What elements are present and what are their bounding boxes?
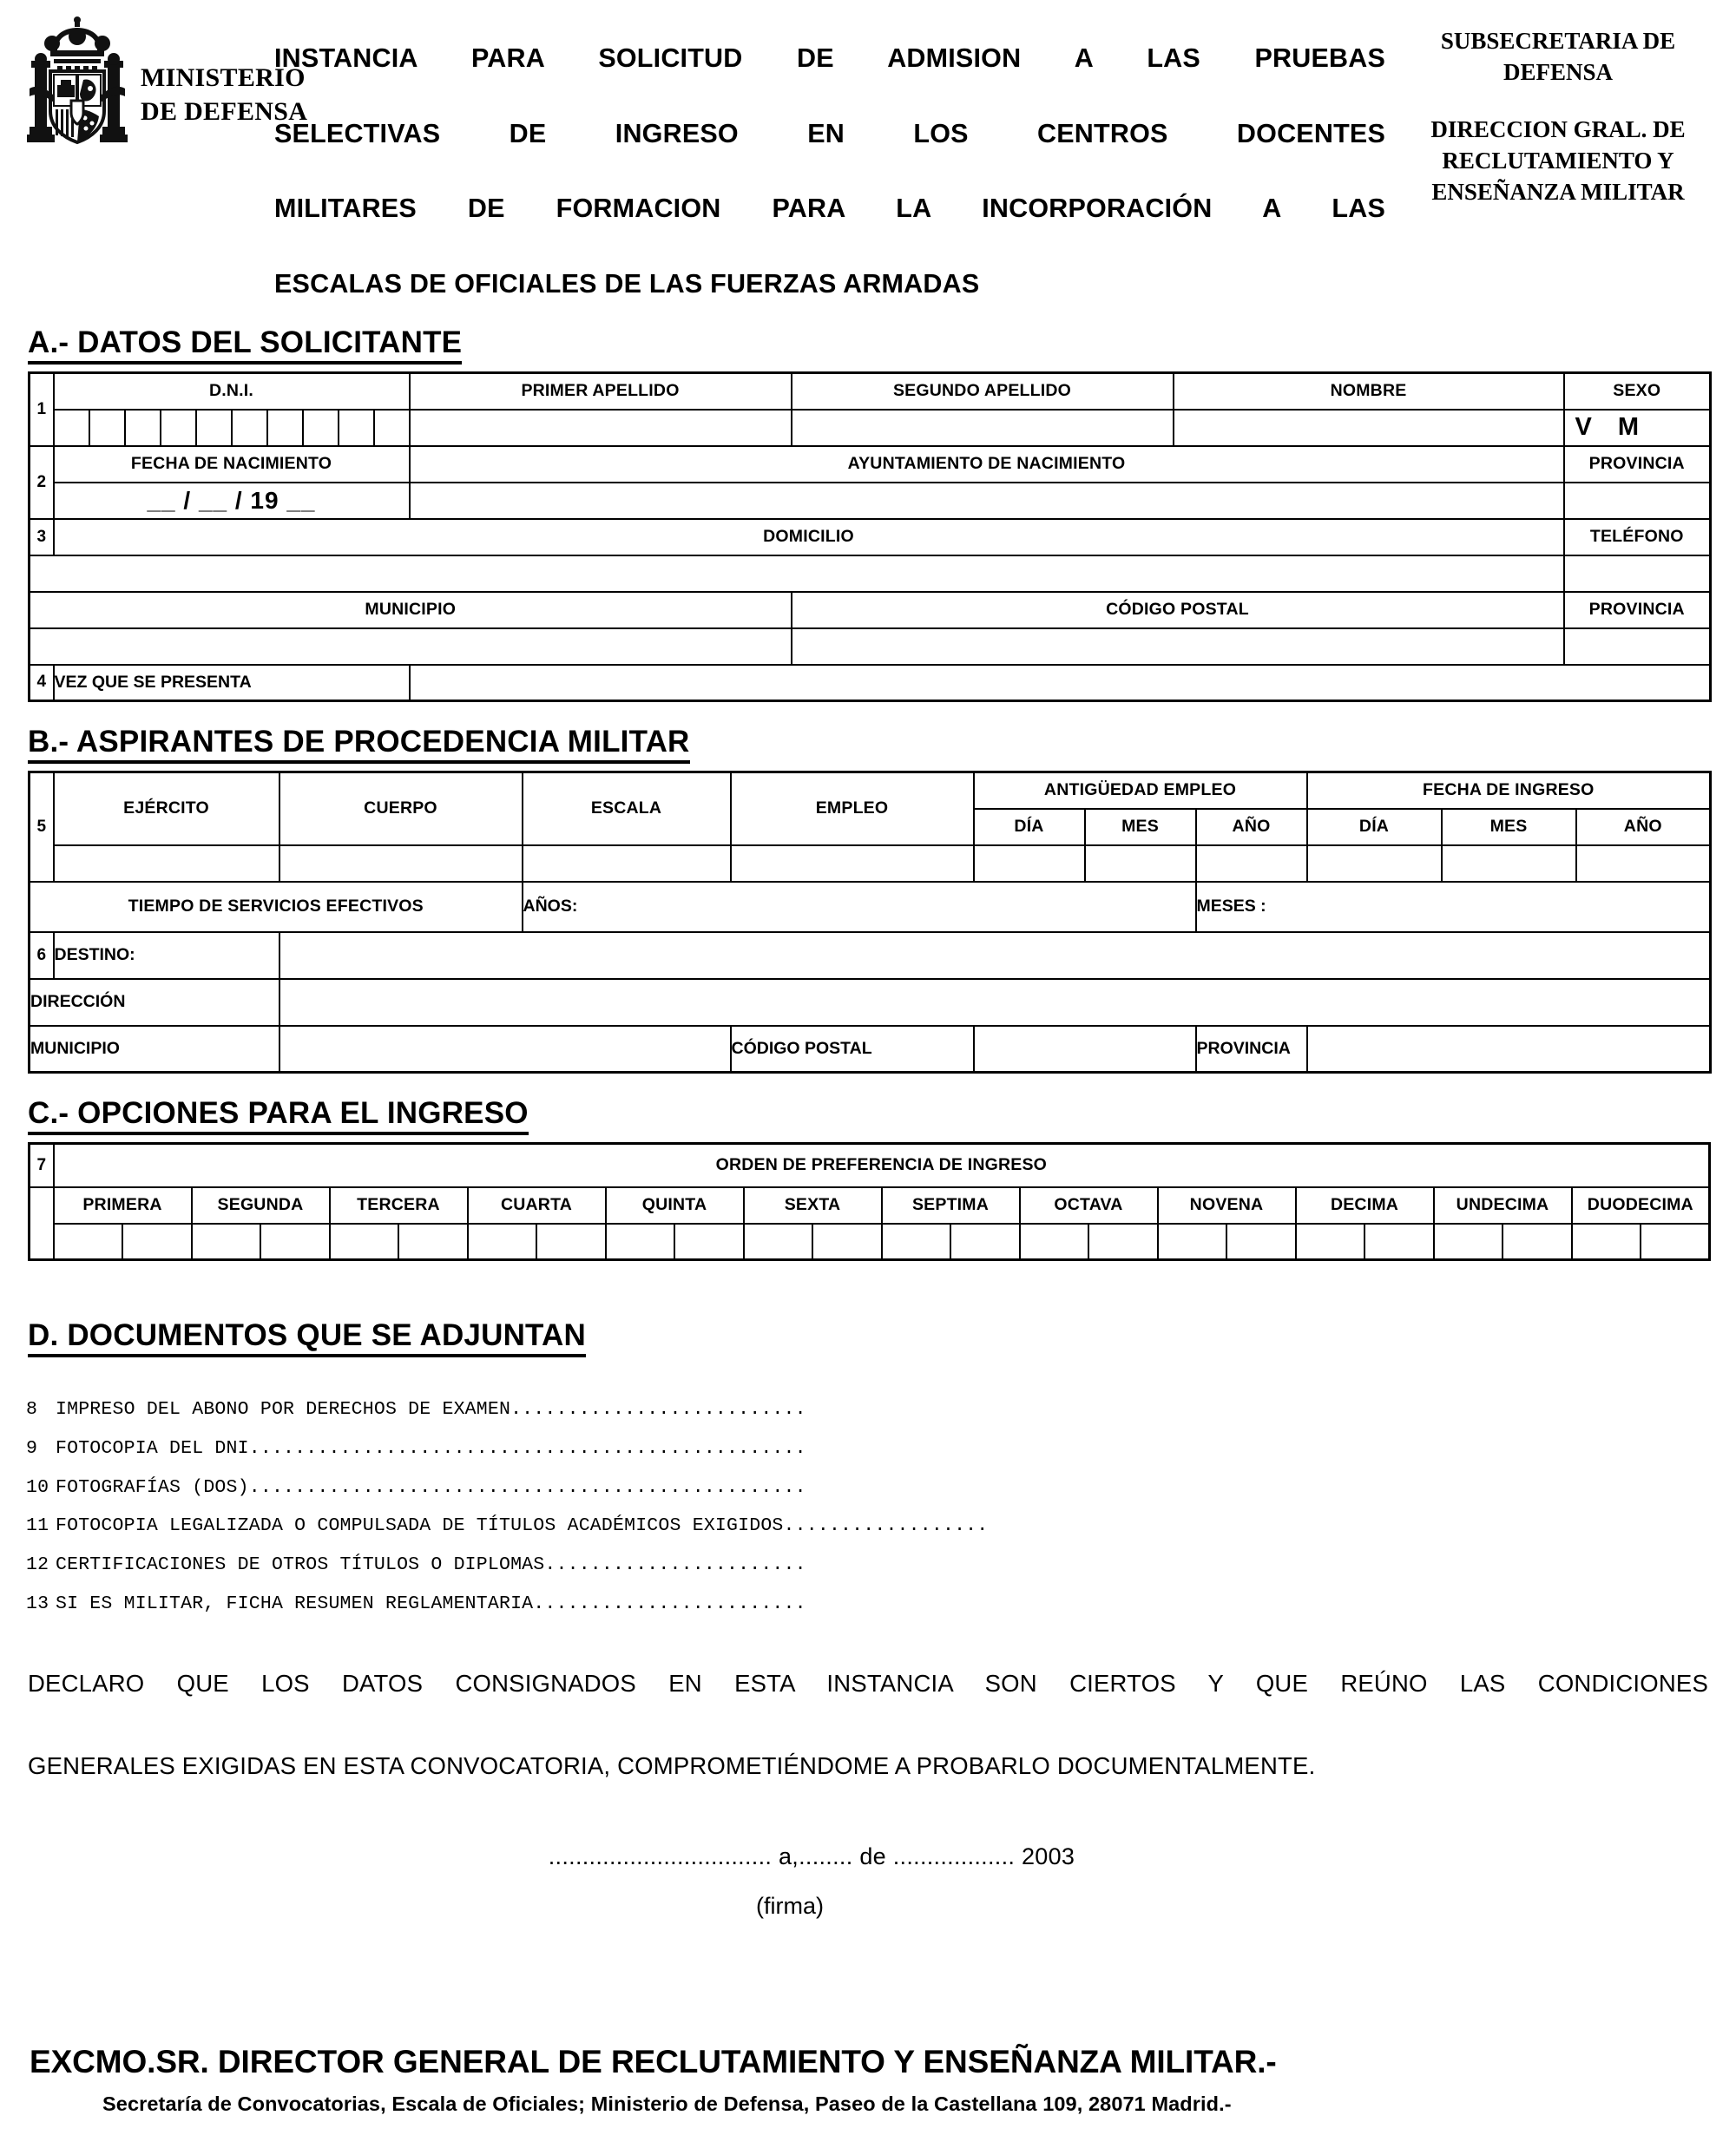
input-dni[interactable] [54,410,410,446]
label-ingreso-dia: DÍA [1307,809,1442,845]
list-item[interactable] [26,1390,1736,1429]
input-antiguedad-mes[interactable] [1085,845,1196,882]
input-municipio[interactable] [30,628,792,665]
pref-subcell[interactable] [399,1225,467,1259]
label-nombre: NOMBRE [1174,373,1564,410]
input-ingreso-mes[interactable] [1442,845,1576,882]
document-title [260,16,1406,303]
table-row [30,1224,1710,1260]
pref-subcell[interactable] [1503,1225,1571,1259]
label-vez-que-se-presenta: VEZ QUE SE PRESENTA [54,665,410,701]
authority-line-1: SUBSECRETARIA DE [1440,28,1676,54]
dni-box[interactable] [126,411,161,445]
pref-subcell[interactable] [55,1225,124,1259]
label-preferencia-septima: SEPTIMA [882,1187,1020,1224]
section-b-table [28,771,1712,1074]
label-preferencia-decima: DECIMA [1296,1187,1434,1224]
ministry-line-2: DE DEFENSA [141,97,308,126]
document-text: SI ES MILITAR, FICHA RESUMEN REGLAMENTARIA........................ [56,1593,806,1614]
input-destino[interactable] [279,932,1711,979]
pref-subcell[interactable] [813,1225,881,1259]
document-number: 11 [26,1515,49,1537]
input-provincia-nacimiento[interactable] [1564,483,1711,519]
input-direccion[interactable] [279,979,1711,1026]
label-preferencia-octava: OCTAVA [1020,1187,1158,1224]
label-fecha-nacimiento: FECHA DE NACIMIENTO [54,446,410,483]
label-fecha-ingreso: FECHA DE INGRESO [1307,772,1711,809]
label-provincia-domicilio: PROVINCIA [1564,592,1711,628]
label-codigo-postal-destino: CÓDIGO POSTAL [731,1026,974,1073]
input-vez-que-se-presenta[interactable] [410,665,1711,701]
input-preferencia-primera[interactable] [54,1224,192,1260]
pref-subcell[interactable] [1159,1225,1228,1259]
field-number: 3 [30,519,54,555]
input-telefono[interactable] [1564,555,1711,592]
input-municipio-destino[interactable] [279,1026,731,1073]
spanish-coat-of-arms-icon [26,16,128,146]
table-row [30,932,1711,979]
field-number: 6 [30,932,54,979]
input-domicilio[interactable] [30,555,1564,592]
input-primer-apellido[interactable] [410,410,792,446]
label-provincia-nacimiento: PROVINCIA [1564,446,1711,483]
field-number: 7 [30,1144,54,1187]
field-number: 2 [30,446,54,519]
input-provincia-destino[interactable] [1307,1026,1711,1073]
label-dni: D.N.I. [54,373,410,410]
field-number: 1 [30,373,54,446]
declaration-line-2: GENERALES EXIGIDAS EN ESTA CONVOCATORIA, COMPROMETIÉNDOME A PROBARLO DOCUMENTALMENTE. [28,1751,1316,1779]
label-preferencia-undecima: UNDECIMA [1434,1187,1572,1224]
pref-subcell[interactable] [1641,1225,1708,1259]
section-b-heading: B.- ASPIRANTES DE PROCEDENCIA MILITAR [28,725,690,764]
section-a [0,325,1736,702]
label-provincia-destino: PROVINCIA [1196,1026,1307,1073]
label-preferencia-cuarta: CUARTA [468,1187,606,1224]
pref-subcell[interactable] [1573,1225,1641,1259]
label-empleo: EMPLEO [731,772,974,845]
label-direccion: DIRECCIÓN [30,979,279,1026]
documents-list [26,1390,1736,1623]
label-preferencia-duodecima: DUODECIMA [1572,1187,1710,1224]
table-row [30,373,1711,410]
label-preferencia-novena: NOVENA [1158,1187,1296,1224]
label-ingreso-anio: AÑO [1576,809,1711,845]
document-text: IMPRESO DEL ABONO POR DERECHOS DE EXAMEN.......................... [56,1399,806,1421]
table-row [30,1026,1711,1073]
label-antiguedad-mes: MES [1085,809,1196,845]
list-item[interactable] [26,1546,1736,1585]
label-domicilio: DOMICILIO [54,519,1564,555]
footer-addressee: EXCMO.SR. DIRECTOR GENERAL DE RECLUTAMIENTO Y ENSEÑANZA MILITAR.- [30,2044,1277,2079]
authority-line-3: DIRECCION GRAL. DE [1430,115,1686,142]
input-servicios-meses[interactable]: MESES : [1196,882,1711,932]
document-text: FOTOCOPIA DEL DNI................................................. [56,1437,806,1459]
input-antiguedad-anio[interactable] [1196,845,1307,882]
document-number: 13 [26,1593,49,1614]
document-text: CERTIFICACIONES DE OTROS TÍTULOS O DIPLOMAS....................... [56,1554,806,1575]
input-codigo-postal[interactable] [792,628,1564,665]
section-d-heading: D. DOCUMENTOS QUE SE ADJUNTAN [28,1318,586,1357]
label-preferencia-tercera: TERCERA [330,1187,468,1224]
input-preferencia-septima[interactable] [882,1224,1020,1260]
input-preferencia-cuarta[interactable] [468,1224,606,1260]
pref-subcell[interactable] [745,1225,814,1259]
title-line-2: SELECTIVAS DE INGRESO EN LOS CENTROS DOCENTES [274,118,1385,148]
pref-subcell[interactable] [1365,1225,1433,1259]
document-header [0,0,1736,303]
input-preferencia-sexta[interactable] [744,1224,882,1260]
document-text: FOTOCOPIA LEGALIZADA O COMPULSADA DE TÍTULOS ACADÉMICOS EXIGIDOS.................. [56,1515,989,1537]
place-and-date-line[interactable]: ................................. a,........ de .................. 2003 [548,1843,1075,1870]
label-telefono: TELÉFONO [1564,519,1711,555]
input-fecha-nacimiento[interactable]: __ / __ / 19 __ [54,483,410,519]
declaration-text [28,1663,1708,1786]
ministry-line-1: MINISTERIO [141,63,306,92]
pref-subcell[interactable] [261,1225,329,1259]
document-footer [0,2044,1736,2116]
dni-box[interactable] [90,411,126,445]
footer-address: Secretaría de Convocatorias, Escala de Oficiales; Ministerio de Defensa, Paseo de la Castellana 109, 28071 Madrid.- [102,2092,1232,2115]
pref-subcell[interactable] [331,1225,400,1259]
label-ingreso-mes: MES [1442,809,1576,845]
pref-subcell[interactable] [951,1225,1019,1259]
label-sexo: SEXO [1564,373,1711,410]
section-d [0,1318,1736,1623]
input-servicios-anios[interactable]: AÑOS: [523,882,1196,932]
document-number: 9 [26,1437,38,1459]
signature-label: (firma) [756,1893,824,1920]
label-segundo-apellido: SEGUNDO APELLIDO [792,373,1174,410]
dni-box[interactable] [233,411,268,445]
dni-box[interactable] [197,411,233,445]
input-ayuntamiento-nacimiento[interactable] [410,483,1564,519]
table-row [30,845,1711,882]
dni-box[interactable] [161,411,197,445]
input-cuerpo[interactable] [279,845,523,882]
input-provincia-domicilio[interactable] [1564,628,1711,665]
input-antiguedad-dia[interactable] [974,845,1085,882]
pref-subcell[interactable] [1089,1225,1157,1259]
input-preferencia-decima[interactable] [1296,1224,1434,1260]
input-preferencia-quinta[interactable] [606,1224,744,1260]
section-c [0,1096,1736,1261]
label-antiguedad-anio: AÑO [1196,809,1307,845]
label-cuerpo: CUERPO [279,772,523,845]
issuing-authority [1406,16,1710,208]
input-codigo-postal-destino[interactable] [974,1026,1196,1073]
input-nombre[interactable] [1174,410,1564,446]
document-number: 10 [26,1476,49,1498]
dni-box[interactable] [55,411,90,445]
dni-box[interactable] [304,411,339,445]
list-item[interactable] [26,1507,1736,1546]
label-orden-preferencia: ORDEN DE PREFERENCIA DE INGRESO [54,1144,1710,1187]
input-preferencia-octava[interactable] [1020,1224,1158,1260]
label-tiempo-servicios-efectivos: TIEMPO DE SERVICIOS EFECTIVOS [30,882,523,932]
pref-subcell[interactable] [1227,1225,1295,1259]
label-ejercito: EJÉRCITO [54,772,279,845]
section-a-heading: A.- DATOS DEL SOLICITANTE [28,325,462,365]
table-row [30,1144,1710,1187]
input-empleo[interactable] [731,845,974,882]
pref-subcell[interactable] [675,1225,743,1259]
input-ingreso-dia[interactable] [1307,845,1442,882]
input-preferencia-novena[interactable] [1158,1224,1296,1260]
table-row [30,519,1711,555]
authority-line-5: ENSEÑANZA MILITAR [1431,178,1685,205]
input-preferencia-tercera[interactable] [330,1224,468,1260]
pref-subcell[interactable] [883,1225,952,1259]
pref-subcell[interactable] [123,1225,191,1259]
table-row [30,410,1711,446]
dni-box[interactable] [339,411,375,445]
input-sexo[interactable] [1564,410,1711,446]
label-ayuntamiento-nacimiento: AYUNTAMIENTO DE NACIMIENTO [410,446,1564,483]
table-row [30,1187,1710,1224]
table-row [30,483,1711,519]
section-b [0,725,1736,1074]
pref-subcell[interactable] [193,1225,262,1259]
table-row [30,772,1711,809]
label-preferencia-segunda: SEGUNDA [192,1187,330,1224]
input-ingreso-anio[interactable] [1576,845,1711,882]
pref-subcell[interactable] [1021,1225,1090,1259]
table-row [30,665,1711,701]
field-number: 5 [30,772,54,882]
label-codigo-postal: CÓDIGO POSTAL [792,592,1564,628]
title-line-3: MILITARES DE FORMACION PARA LA INCORPORACIÓN A LAS [274,194,1385,224]
section-a-table [28,371,1712,702]
field-number: 4 [30,665,54,701]
input-preferencia-segunda[interactable] [192,1224,330,1260]
title-line-4: ESCALAS DE OFICIALES DE LAS FUERZAS ARMADAS [274,268,980,299]
pref-subcell[interactable] [537,1225,605,1259]
authority-line-4: RECLUTAMIENTO Y [1442,147,1674,174]
table-row [30,882,1711,932]
list-item[interactable] [26,1468,1736,1508]
table-row [30,446,1711,483]
input-segundo-apellido[interactable] [792,410,1174,446]
table-row [30,628,1711,665]
list-item[interactable] [26,1585,1736,1624]
label-destino: DESTINO: [54,932,279,979]
table-row [30,979,1711,1026]
document-text: FOTOGRAFÍAS (DOS)................................................. [56,1476,806,1498]
label-primer-apellido: PRIMER APELLIDO [410,373,792,410]
document-number: 8 [26,1399,38,1421]
input-preferencia-undecima[interactable] [1434,1224,1572,1260]
title-line-1: INSTANCIA PARA SOLICITUD DE ADMISION A LAS PRUEBAS [274,43,1385,73]
input-escala[interactable] [523,845,731,882]
list-item[interactable] [26,1429,1736,1468]
section-c-heading: C.- OPCIONES PARA EL INGRESO [28,1096,529,1135]
label-preferencia-quinta: QUINTA [606,1187,744,1224]
input-preferencia-duodecima[interactable] [1572,1224,1710,1260]
label-municipio: MUNICIPIO [30,592,792,628]
pref-subcell[interactable] [1297,1225,1366,1259]
pref-subcell[interactable] [607,1225,676,1259]
dni-character-boxes[interactable] [55,411,409,445]
declaration-line-1: DECLARO QUE LOS DATOS CONSIGNADOS EN ESTA INSTANCIA SON CIERTOS Y QUE REÚNO LAS CONDICIONES [28,1670,1708,1698]
pref-subcell[interactable] [469,1225,538,1259]
pref-subcell[interactable] [1435,1225,1504,1259]
label-antiguedad-dia: DÍA [974,809,1085,845]
section-c-table [28,1142,1711,1261]
label-municipio-destino: MUNICIPIO [30,1026,279,1073]
ministry-branding [26,16,308,146]
input-ejercito[interactable] [54,845,279,882]
table-row [30,555,1711,592]
table-row [30,592,1711,628]
sexo-option-m[interactable]: M [1617,413,1640,442]
label-escala: ESCALA [523,772,731,845]
dni-box[interactable] [268,411,304,445]
sexo-option-v[interactable]: V [1575,413,1592,442]
label-antiguedad-empleo: ANTIGÜEDAD EMPLEO [974,772,1307,809]
label-preferencia-primera: PRIMERA [54,1187,192,1224]
label-preferencia-sexta: SEXTA [744,1187,882,1224]
document-number: 12 [26,1554,49,1575]
authority-line-2: DEFENSA [1503,58,1614,85]
dni-box[interactable] [375,411,409,445]
